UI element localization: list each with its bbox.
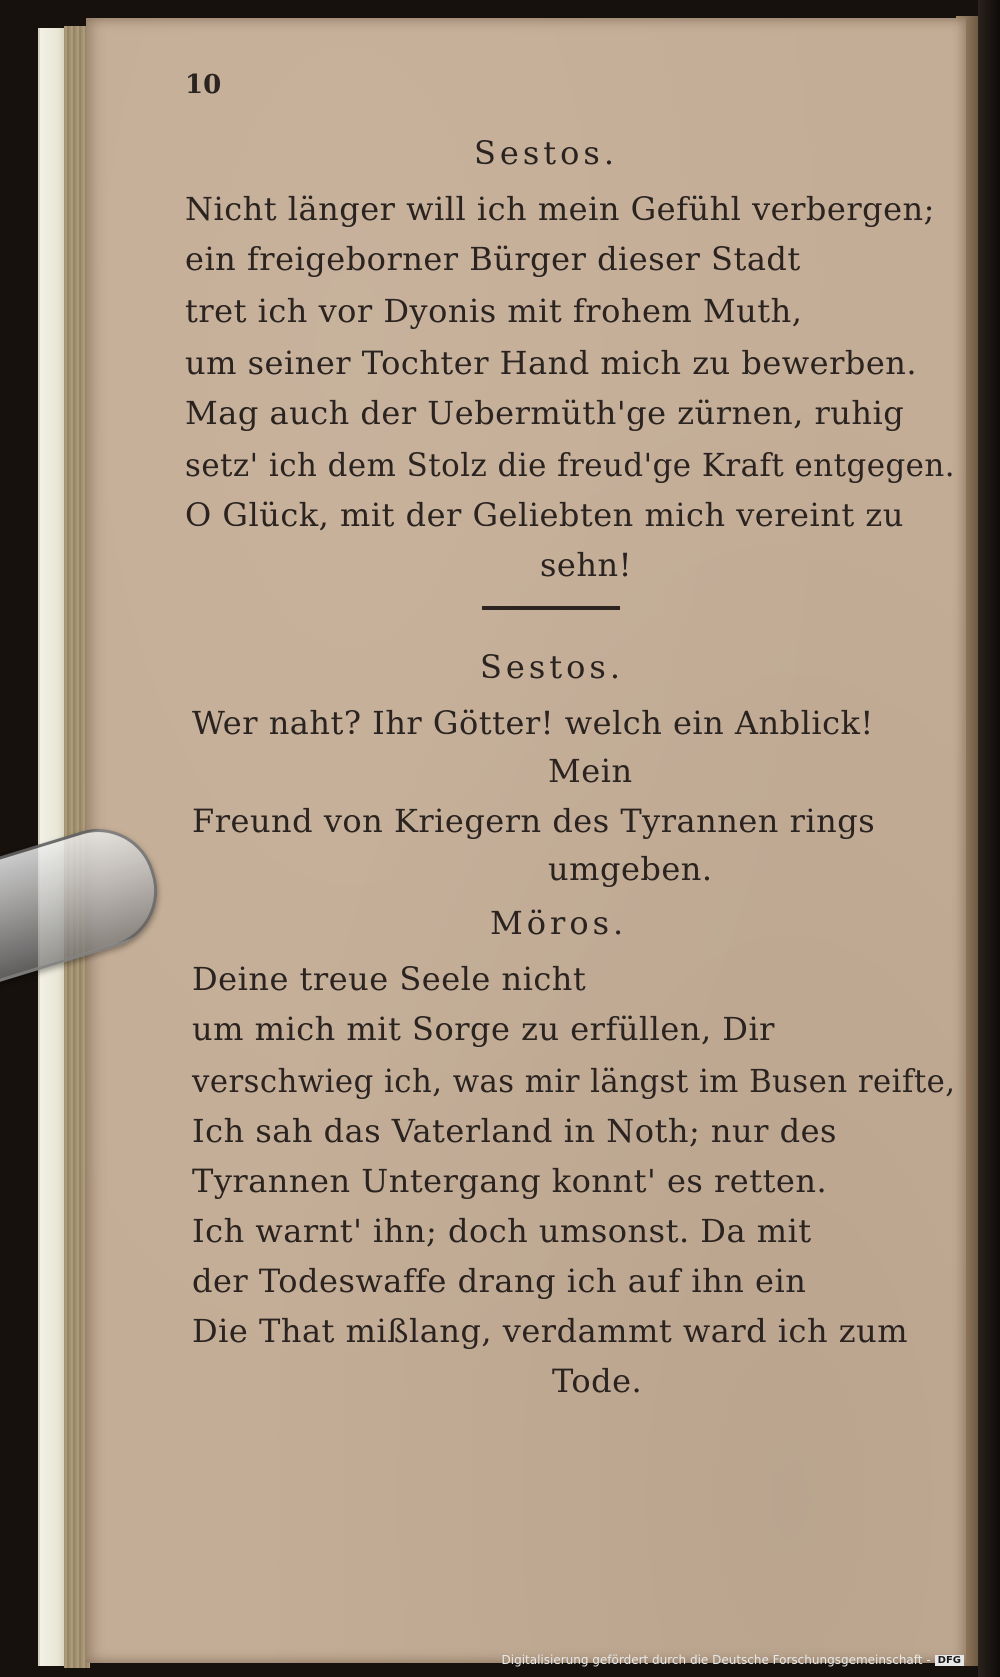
verse-line: der Todeswaffe drang ich auf ihn ein [192, 1262, 807, 1300]
verse-line: Ich warnt' ihn; doch umsonst. Da mit [192, 1212, 812, 1250]
verse-line: Die That mißlang, verdammt ward ich zum [192, 1312, 909, 1350]
verse-line: Mag auch der Uebermüth'ge zürnen, ruhig [185, 394, 905, 432]
verse-line: Tode. [552, 1362, 643, 1400]
verse-line: Tyrannen Untergang konnt' es retten. [192, 1162, 828, 1200]
verse-line: Mein [548, 752, 633, 790]
digitization-credit [502, 1653, 965, 1667]
section-divider [482, 606, 620, 610]
credit-text: Digitalisierung gefördert durch die Deutsche Forschungsgemeinschaft - [501, 1653, 931, 1667]
verse-line: um seiner Tochter Hand mich zu bewerben. [185, 344, 918, 382]
speaker-heading: Möros. [490, 904, 628, 942]
verse-line: verschwieg ich, was mir längst im Busen reifte, [192, 1062, 956, 1100]
speaker-heading: Sestos. [474, 134, 618, 172]
verse-line: umgeben. [548, 850, 713, 888]
verse-line: Nicht länger will ich mein Gefühl verbergen; [185, 190, 935, 228]
verse-line: setz' ich dem Stolz die freud'ge Kraft entgegen. [185, 446, 956, 484]
verse-line: Deine treue Seele nicht [192, 960, 587, 998]
verse-line: O Glück, mit der Geliebten mich vereint zu [185, 496, 904, 534]
verse-line: Ich sah das Vaterland in Noth; nur des [192, 1112, 837, 1150]
verse-line: Wer naht? Ihr Götter! welch ein Anblick! [192, 704, 874, 742]
page-number: 10 [185, 70, 222, 100]
speaker-heading: Sestos. [480, 648, 624, 686]
verse-line: tret ich vor Dyonis mit frohem Muth, [185, 292, 803, 330]
verse-line: sehn! [540, 546, 632, 584]
dfg-logo: DFG [935, 1655, 964, 1666]
verse-line: Freund von Kriegern des Tyrannen rings [192, 802, 876, 840]
scanner-background [978, 0, 1000, 1677]
verse-line: ein freigeborner Bürger dieser Stadt [185, 240, 801, 278]
verse-line: um mich mit Sorge zu erfüllen, Dir [192, 1010, 775, 1048]
